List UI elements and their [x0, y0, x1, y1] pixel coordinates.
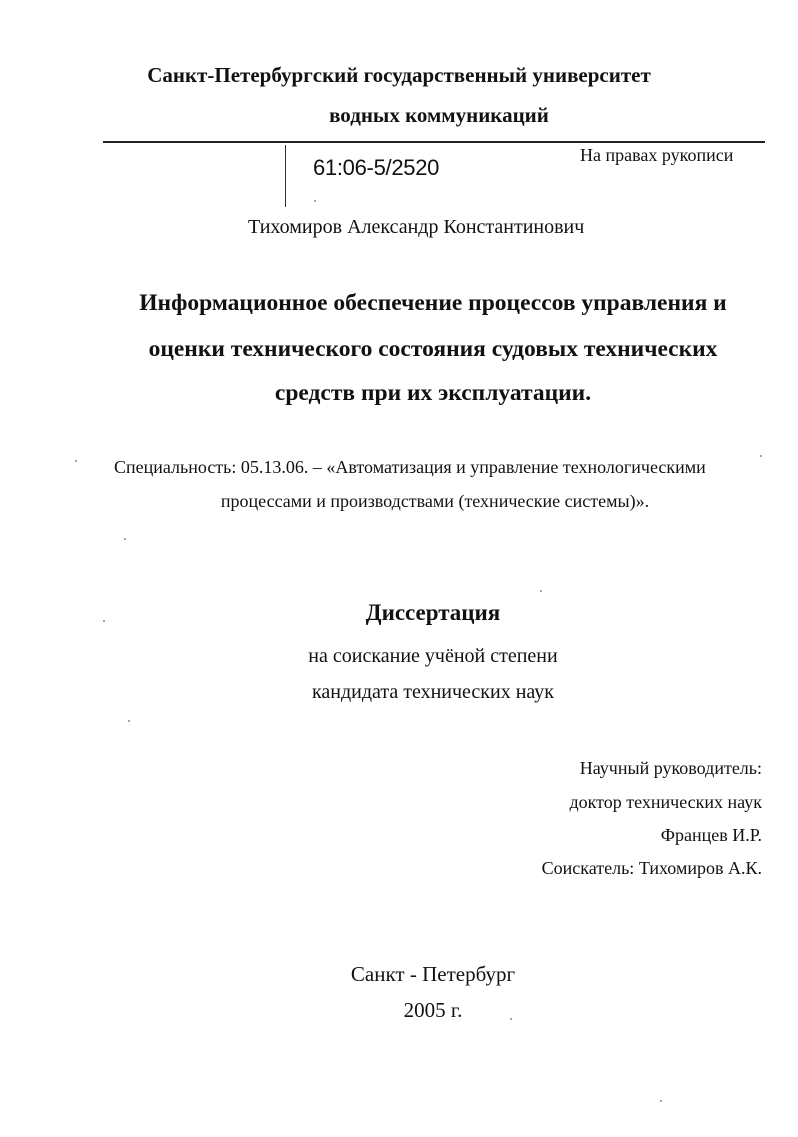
specialty-line1: Специальность: 05.13.06. – «Автоматизация и управление технологическими [114, 457, 706, 477]
scan-speck [510, 1018, 512, 1020]
scan-speck [75, 460, 77, 462]
year: 2005 г. [403, 998, 463, 1022]
city: Санкт - Петербург [350, 962, 516, 986]
scan-speck [124, 538, 126, 540]
scan-speck [660, 1100, 662, 1102]
specialty-line2: процессами и производствами (технические системы)». [220, 491, 650, 511]
university-name-line2: водных коммуникаций [329, 103, 549, 127]
catalog-stamp: 61:06-5/2520 [313, 155, 440, 180]
thesis-title-line2: оценки технического состояния судовых технических [148, 336, 718, 362]
scan-speck [540, 590, 542, 592]
university-name-line1: Санкт-Петербургский государственный университет [147, 63, 651, 87]
supervisor-degree: доктор технических наук [569, 792, 762, 812]
scan-speck [128, 720, 130, 722]
scan-speck [314, 200, 316, 202]
stamp-margin-line [285, 145, 286, 207]
rights-notice: На правах рукописи [580, 145, 734, 165]
author-name: Тихомиров Александр Константинович [248, 216, 585, 238]
scan-speck [103, 620, 105, 622]
supervisor-name: Францев И.Р. [660, 825, 762, 845]
degree-line1: на соискание учёной степени [308, 645, 558, 667]
degree-line2: кандидата технических наук [311, 681, 555, 703]
supervisor-label: Научный руководитель: [579, 758, 762, 778]
scan-speck [760, 455, 762, 457]
header-divider [103, 141, 765, 143]
dissertation-heading: Диссертация [365, 600, 501, 625]
thesis-title-line1: Информационное обеспечение процессов управления и [139, 290, 727, 316]
thesis-title-line3: средств при их эксплуатации. [274, 380, 592, 406]
applicant-name: Соискатель: Тихомиров А.К. [541, 858, 762, 878]
